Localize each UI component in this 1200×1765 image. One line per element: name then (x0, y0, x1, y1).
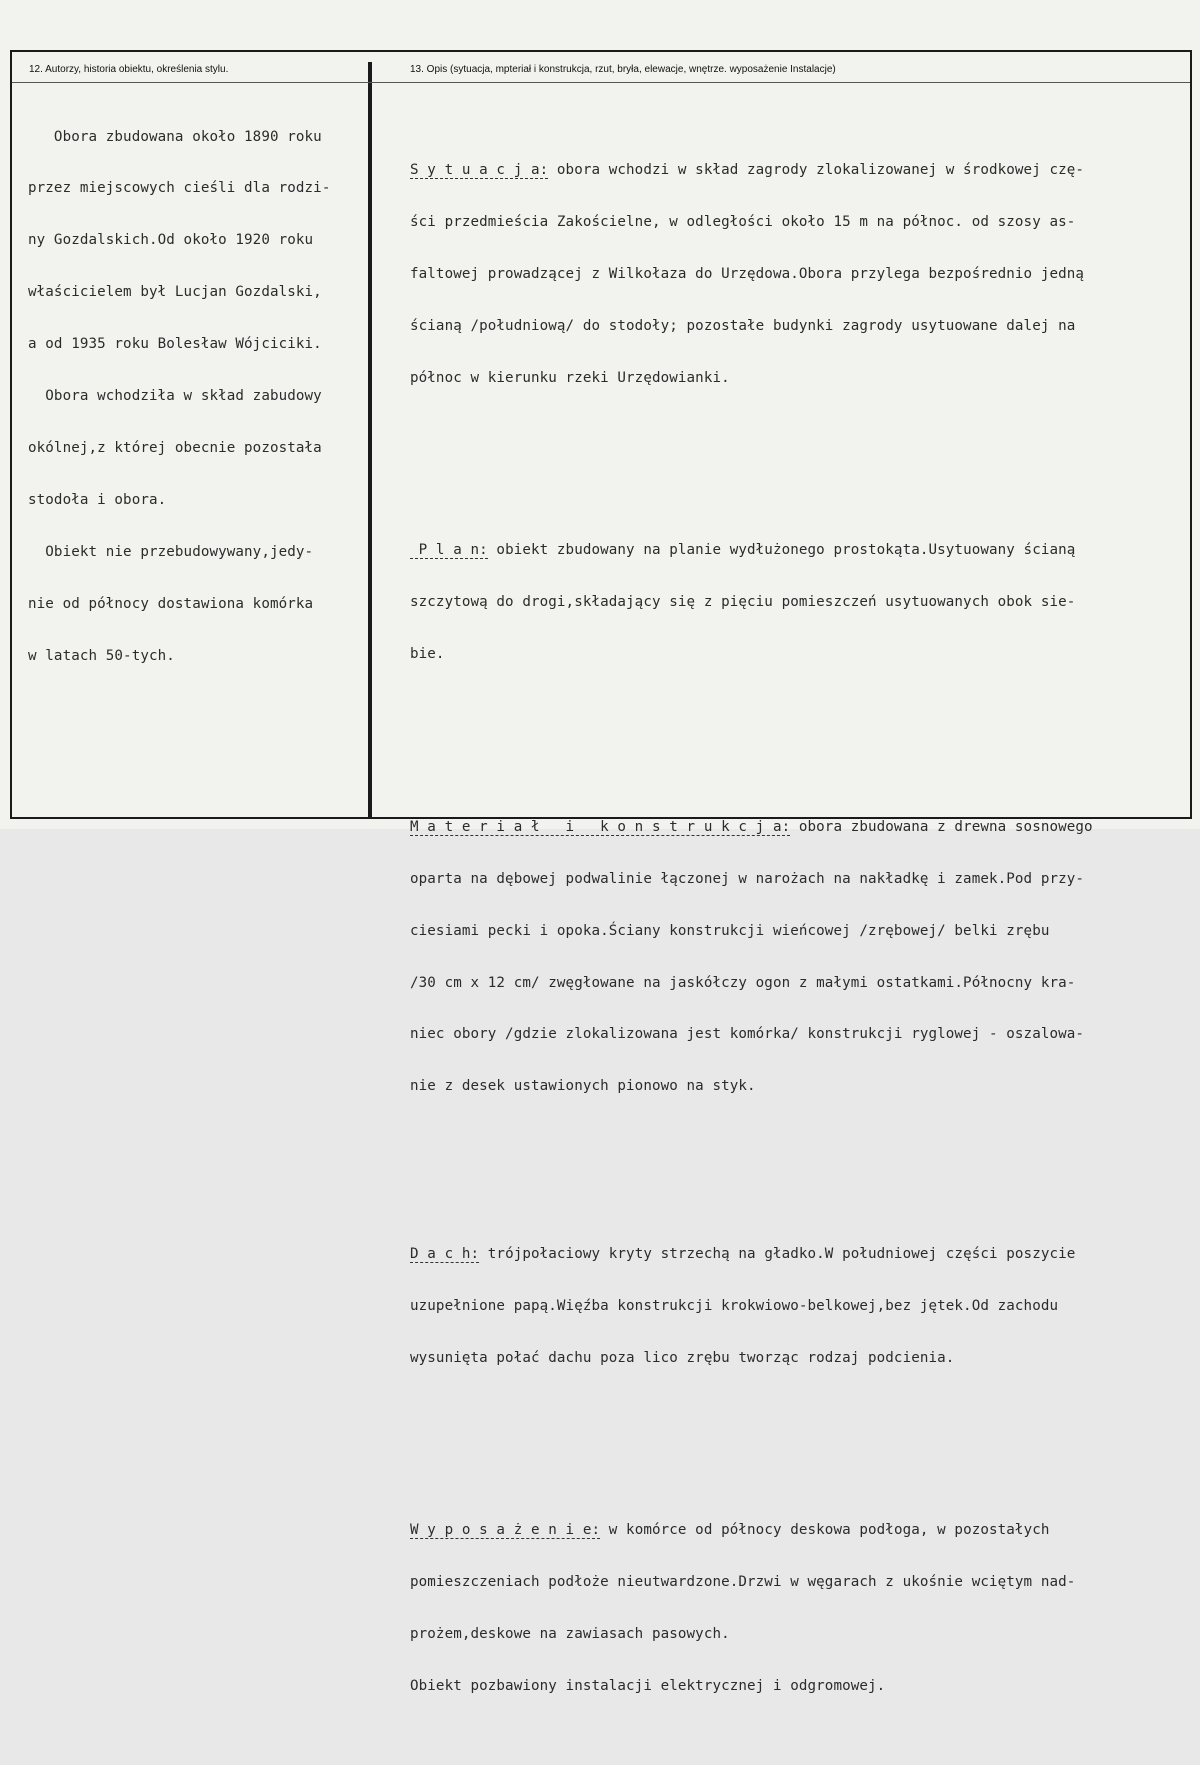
text-line: w komórce od północy deskowa podłoga, w pozostałych (600, 1522, 1050, 1539)
text-line: przez miejscowych cieśli dla rodzi- (28, 180, 331, 197)
text-line: obora zbudowana z drewna sosnowego (790, 818, 1093, 835)
field-12-header: 12. Autorzy, historia obiektu, określenia stylu. (29, 64, 229, 75)
authors-history-text (28, 94, 368, 699)
text-line: oparta na dębowej podwalinie łączonej w narożach na nakładkę i zamek.Pod przy- (410, 870, 1085, 887)
text-line: okólnej,z której obecnie pozostała (28, 439, 322, 456)
column-divider (368, 62, 372, 819)
text-line: ciesiami pecki i opoka.Ściany konstrukcji wieńcowej /zrębowej/ belki zrębu (410, 922, 1050, 939)
text-line: wysunięta połać dachu poza lico zrębu tworząc rodzaj podcienia. (410, 1349, 955, 1366)
text-line: bie. (410, 646, 445, 663)
section-material (410, 784, 1190, 1130)
text-line: w latach 50-tych. (28, 647, 175, 664)
text-line: pomieszczeniach podłoże nieutwardzone.Drzwi w węgarach z ukośnie wciętym nad- (410, 1574, 1076, 1591)
text-line: a od 1935 roku Bolesław Wójciciki. (28, 336, 322, 353)
text-line: właścicielem był Lucjan Gozdalski, (28, 284, 322, 301)
section-heading: W y p o s a ż e n i e: (410, 1522, 601, 1539)
section-dach (410, 1211, 1190, 1401)
text-line: nie z desek ustawionych pionowo na styk. (410, 1078, 756, 1095)
frame-right-line (1190, 50, 1192, 819)
header-rule-left (12, 82, 1190, 83)
text-line: szczytową do drogi,składający się z pięciu pomieszczeń usytuowanych obok sie- (410, 594, 1076, 611)
field-13-header: 13. Opis (sytuacja, mpteriał i konstrukcja, rzut, bryła, elewacje, wnętrze. wyposażenie Instalacje) (410, 64, 836, 75)
frame-top-line (10, 50, 1190, 52)
text-line: /30 cm x 12 cm/ zwęgłowane na jaskółczy ogon z małymi ostatkami.Północny kra- (410, 974, 1076, 991)
text-line: prożem,deskowe na zawiasach pasowych. (410, 1626, 730, 1643)
frame-left-line (10, 50, 12, 819)
description-text (410, 93, 1190, 1765)
text-line: Obiekt pozbawiony instalacji elektrycznej i odgromowej. (410, 1678, 886, 1695)
text-line: uzupełnione papą.Więźba konstrukcji krokwiowo-belkowej,bez jętek.Od zachodu (410, 1297, 1059, 1314)
text-line: obora wchodzi w skład zagrody zlokalizowanej w środkowej czę- (548, 162, 1085, 179)
text-line: stodoła i obora. (28, 491, 167, 508)
section-heading: D a c h: (410, 1246, 480, 1262)
section-sytuacja (410, 128, 1190, 422)
section-heading: M a t e r i a ł i k o n s t r u k c j a: (410, 818, 791, 835)
text-line: ści przedmieścia Zakościelne, w odległości około 15 m na północ. od szosy as- (410, 214, 1076, 231)
text-line: nie od północy dostawiona komórka (28, 595, 314, 612)
section-heading: P l a n: (410, 542, 488, 559)
section-heading: S y t u a c j a: (410, 162, 549, 179)
text-line: niec obory /gdzie zlokalizowana jest komórka/ konstrukcji ryglowej - oszalowa- (410, 1026, 1085, 1043)
text-line: ścianą /południową/ do stodoły; pozostałe budynki zagrody usytuowane dalej na (410, 317, 1076, 334)
text-line: faltowej prowadzącej z Wilkołaza do Urzędowa.Obora przylega bezpośrednio jedną (410, 265, 1085, 282)
section-wyposazenie (410, 1488, 1190, 1730)
text-line: północ w kierunku rzeki Urzędowianki. (410, 369, 730, 386)
section-plan (410, 508, 1190, 698)
text-line: trójpołaciowy kryty strzechą na gładko.W południowej części poszycie (479, 1246, 1076, 1262)
text-line: obiekt zbudowany na planie wydłużonego prostokąta.Usytuowany ścianą (487, 542, 1076, 559)
text-line: Obora zbudowana około 1890 roku (28, 128, 322, 145)
text-line: Obiekt nie przebudowywany,jedy- (28, 543, 314, 560)
text-line: ny Gozdalskich.Od około 1920 roku (28, 232, 314, 249)
text-line: Obora wchodziła w skład zabudowy (28, 388, 322, 405)
